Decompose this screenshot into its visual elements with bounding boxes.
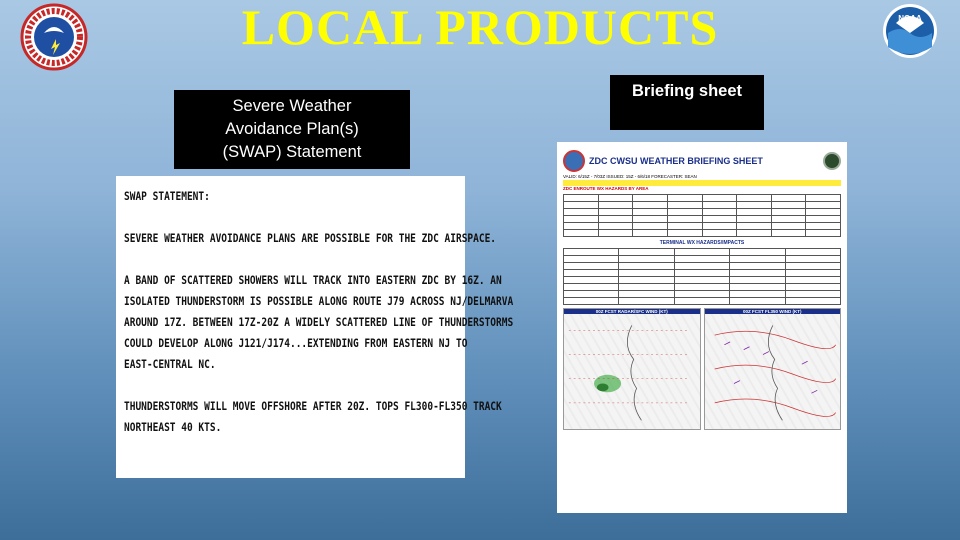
swap-line: THUNDERSTORMS WILL MOVE OFFSHORE AFTER 20Z. TOPS FL300-FL350 TRACK [124,399,502,413]
swap-statement-image [116,176,514,478]
swap-label-line-2: Avoidance Plan(s) [225,120,359,138]
swap-line: ISOLATED THUNDERSTORM IS POSSIBLE ALONG ROUTE J79 ACROSS NJ/DELMARVA [124,294,514,308]
nws-logo [20,3,88,71]
hazard-table [563,194,841,237]
swap-line: SWAP STATEMENT: [124,189,210,203]
swap-line: SEVERE WEATHER AVOIDANCE PLANS ARE POSSIBLE FOR THE ZDC AIRSPACE. [124,231,497,245]
briefing-hazards-header: ZDC ENROUTE WX HAZARDS BY AREA [563,186,649,191]
terminal-table [563,248,841,305]
fl350-wind-map [704,308,842,430]
swap-line: A BAND OF SCATTERED SHOWERS WILL TRACK INTO EASTERN ZDC BY 16Z. AN [124,273,502,287]
swap-spacer [124,207,459,228]
briefing-title: ZDC CWSU WEATHER BRIEFING SHEET [589,156,763,166]
map-caption: 00Z FCST RADAR/SFC WIND (KT) [564,309,700,314]
radar-map-graphic [564,314,700,424]
wind-map-graphic [705,314,841,424]
briefing-header [563,148,841,174]
noaa-logo [882,3,938,59]
swap-spacer [124,375,459,396]
swap-line: AROUND 17Z. BETWEEN 17Z-20Z A WIDELY SCATTERED LINE OF THUNDERSTORMS [124,315,514,329]
radar-wind-map [563,308,701,430]
briefing-sheet-label: Briefing sheet [610,75,764,130]
swap-line: NORTHEAST 40 KTS. [124,420,222,434]
swap-label-line-3: (SWAP) Statement [222,143,362,161]
terminal-hazards-header: TERMINAL WX HAZARDS/IMPACTS [659,240,745,246]
nws-mini-logo-icon [563,150,585,172]
noaa-logo-text: NOAA [898,14,922,23]
swap-label-line-1: Severe Weather [232,97,352,115]
page-title: LOCAL PRODUCTS [241,0,719,55]
swap-line: EAST-CENTRAL NC. [124,357,216,371]
faa-mini-logo-icon [823,152,841,170]
briefing-sheet-image [557,142,847,513]
swap-label [174,90,410,169]
briefing-valid-line: VALID: 6/15Z - 7/03Z ISSUED: 15Z - 6/6/18 FORECASTER: SEAN [563,174,697,179]
swap-spacer [124,249,459,270]
swap-line: COULD DEVELOP ALONG J121/J174...EXTENDING FROM EASTERN NJ TO [124,336,468,350]
forecast-maps [563,308,841,430]
map-caption: 00Z FCST FL350 WIND (KT) [705,309,841,314]
